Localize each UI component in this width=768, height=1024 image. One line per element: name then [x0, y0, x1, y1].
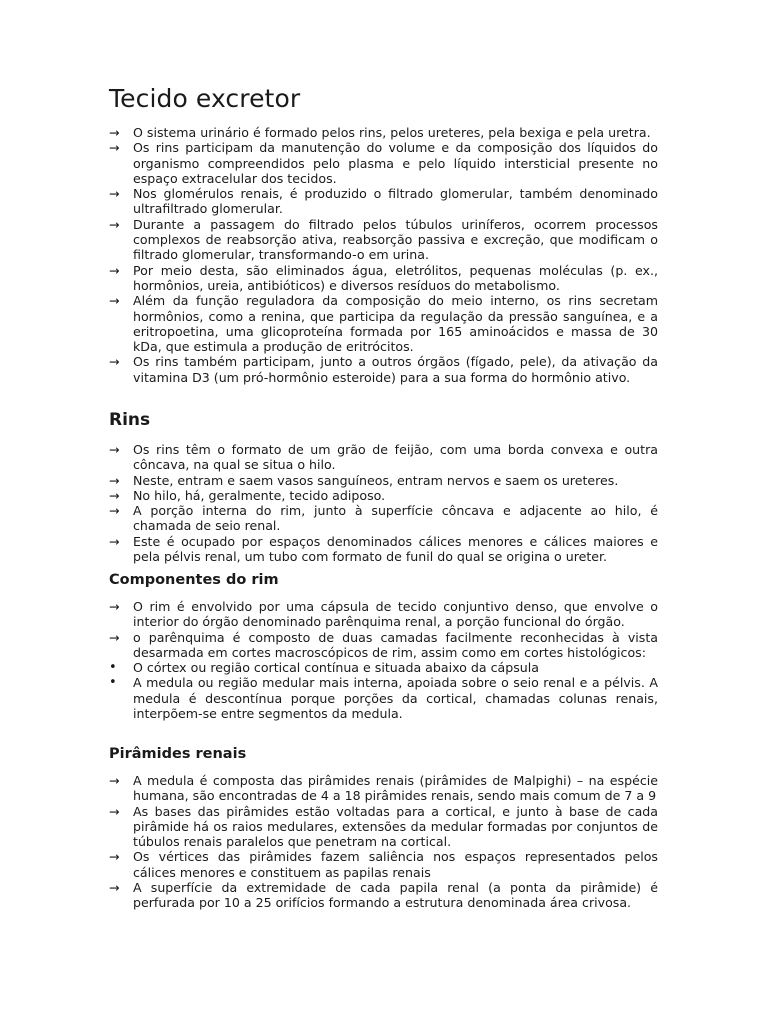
arrow-icon: →: [109, 503, 120, 519]
list-item: [109, 503, 658, 534]
list-item: [109, 599, 658, 630]
list-item: [109, 675, 658, 721]
list-item-text: No hilo, há, geralmente, tecido adiposo.: [133, 487, 386, 503]
arrow-icon: →: [109, 849, 120, 865]
list-item-text: Os rins também participam, junto a outros órgãos (fígado, pele), da ativação da vitamina D3 (um pró-hormônio esteroide) para a sua forma do hormônio ativo.: [133, 354, 658, 385]
list-item-text: Os rins participam da manutenção do volume e da composição dos líquidos do organismo compreendidos pelo plasma e pelo líquido intersticial presente no espaço extracelular dos tecidos.: [133, 140, 658, 186]
bullet-icon: •: [109, 660, 117, 676]
page-title: Tecido excretor: [109, 84, 301, 113]
list-item: [109, 804, 658, 850]
list-item: [109, 488, 658, 503]
list-item-text: O rim é envolvido por uma cápsula de tecido conjuntivo denso, que envolve o interior do órgão denominado parênquima renal, a porção funcional do órgão.: [133, 599, 658, 630]
list-item-text: Nos glomérulos renais, é produzido o filtrado glomerular, também denominado ultrafiltrado glomerular.: [133, 186, 658, 217]
list-item-text: Além da função reguladora da composição do meio interno, os rins secretam hormônios, como a renina, que participa da regulação da pressão sanguínea, e a eritropoetina, uma glicoproteína formada por 165 aminoácidos e massa de 30 kDa, que estimula a produção de eritrócitos.: [133, 293, 658, 355]
arrow-icon: →: [109, 533, 120, 549]
list-item-text: Neste, entram e saem vasos sanguíneos, entram nervos e saem os ureteres.: [133, 472, 619, 488]
list-item: [109, 849, 658, 880]
list-item-text: O sistema urinário é formado pelos rins, pelos ureteres, pela bexiga e pela uretra.: [133, 125, 651, 140]
list-item-text: o parênquima é composto de duas camadas facilmente reconhecidas à vista desarmada em cortes macroscópicos de rim, assim como em cortes histológicos:: [133, 629, 658, 660]
list-item: [109, 630, 658, 661]
section-heading-rins: Rins: [109, 410, 151, 430]
section-heading-componentes: Componentes do rim: [109, 572, 279, 588]
kidney-list: [109, 442, 658, 564]
arrow-icon: →: [109, 262, 120, 278]
list-item: [109, 880, 658, 911]
arrow-icon: →: [109, 487, 120, 503]
list-item: [109, 293, 658, 354]
list-item: [109, 534, 658, 565]
list-item-text: Os vértices das pirâmides fazem saliência nos espaços representados pelos cálices menores e constituem as papilas renais: [133, 849, 658, 880]
list-item-text: O córtex ou região cortical contínua e situada abaixo da cápsula: [133, 660, 539, 676]
list-item: [109, 354, 658, 385]
arrow-icon: →: [109, 803, 120, 819]
list-item-text: Os rins têm o formato de um grão de feijão, com uma borda convexa e outra côncava, na qual se situa o hilo.: [133, 442, 658, 473]
list-item: [109, 660, 658, 675]
arrow-icon: →: [109, 354, 120, 370]
list-item: [109, 773, 658, 804]
arrow-icon: →: [109, 125, 120, 140]
list-item: [109, 473, 658, 488]
arrow-icon: →: [109, 629, 120, 645]
list-item-text: A superfície da extremidade de cada papila renal (a ponta da pirâmide) é perfurada por 10 a 25 orifícios formando a estrutura denominada área crivosa.: [133, 880, 658, 911]
list-item: [109, 263, 658, 294]
arrow-icon: →: [109, 442, 120, 457]
list-item-text: Por meio desta, são eliminados água, eletrólitos, pequenas moléculas (p. ex., hormônios, ureia, antibióticos) e diversos resíduos do metabolismo.: [133, 262, 658, 293]
excretory-tissue-list: [109, 125, 658, 385]
list-item-text: Este é ocupado por espaços denominados cálices menores e cálices maiores e pela pélvis renal, um tubo com formato de funil do qual se origina o ureter.: [133, 533, 658, 565]
arrow-icon: →: [109, 880, 120, 896]
list-item-text: Durante a passagem do filtrado pelos túbulos uriníferos, ocorrem processos complexos de reabsorção ativa, reabsorção passiva e excreção, que modificam o filtrado glomerular, transformando-o em urina.: [133, 216, 658, 263]
list-item: [109, 125, 658, 140]
arrow-icon: →: [109, 140, 120, 156]
renal-pyramids-list: [109, 773, 658, 911]
list-item: [109, 217, 658, 263]
list-item: [109, 442, 658, 473]
arrow-icon: →: [109, 293, 120, 309]
kidney-components-list: [109, 599, 658, 721]
arrow-icon: →: [109, 186, 120, 202]
arrow-icon: →: [109, 773, 120, 788]
arrow-icon: →: [109, 472, 120, 488]
list-item-text: As bases das pirâmides estão voltadas para a cortical, e junto à base de cada pirâmide há os raios medulares, extensões da medular formadas por conjuntos de túbulos renais paralelos que penetram na cortical.: [133, 803, 658, 850]
list-item: [109, 186, 658, 217]
list-item-text: A porção interna do rim, junto à superfície côncava e adjacente ao hilo, é chamada de seio renal.: [133, 503, 658, 534]
bullet-icon: •: [109, 675, 117, 691]
list-item-text: A medula é composta das pirâmides renais (pirâmides de Malpighi) – na espécie humana, são encontradas de 4 a 18 pirâmides renais, sendo mais comum de 7 a 9: [133, 773, 658, 804]
list-item-text: A medula ou região medular mais interna, apoiada sobre o seio renal e a pélvis. A medula é descontínua porque porções da cortical, chamadas colunas renais, interpõem-se entre segmentos da medula.: [133, 675, 658, 722]
section-heading-piramides: Pirâmides renais: [109, 746, 247, 762]
list-item: [109, 140, 658, 186]
arrow-icon: →: [109, 216, 120, 232]
arrow-icon: →: [109, 599, 120, 614]
